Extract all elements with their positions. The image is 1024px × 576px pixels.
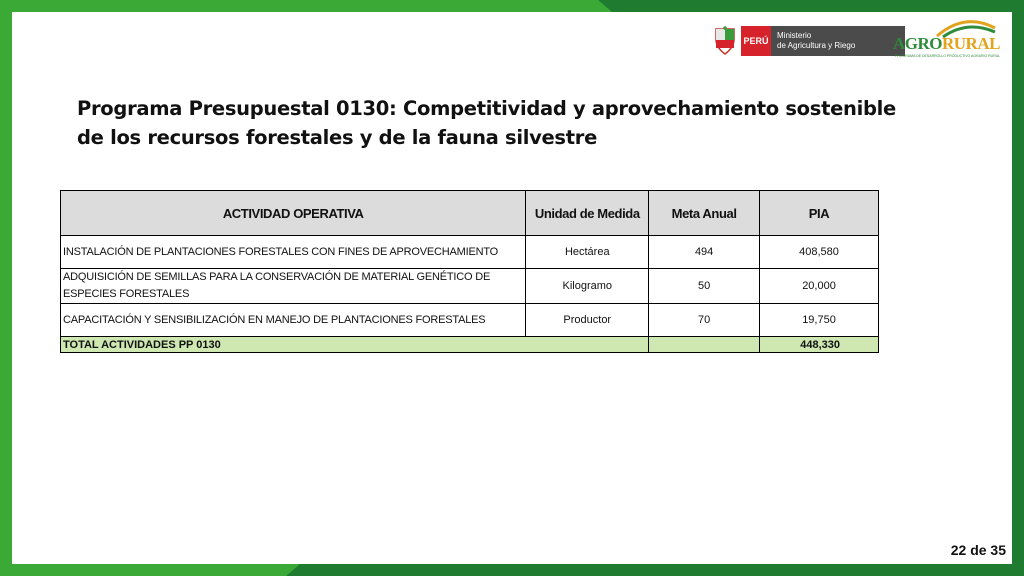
cell-actividad: INSTALACIÓN DE PLANTACIONES FORESTALES CON FINES DE APROVECHAMIENTO	[61, 236, 526, 269]
frame-right	[1012, 0, 1024, 576]
header-unidad: Unidad de Medida	[526, 191, 649, 236]
slide-title: Programa Presupuestal 0130: Competitividad y aprovechamiento sostenible de los recursos forestales y de la fauna silvestre	[77, 97, 896, 149]
frame-top-left	[0, 0, 612, 12]
table-total-row	[61, 337, 879, 353]
header-actividad: ACTIVIDAD OPERATIVA	[61, 191, 526, 236]
cell-meta: 70	[649, 304, 760, 337]
agrorural-word-rural: RURAL	[942, 34, 1000, 53]
cell-meta: 494	[649, 236, 760, 269]
ministry-line2: de Agricultura y Riego	[777, 41, 856, 50]
budget-table	[60, 190, 879, 353]
ministry-line1: Ministerio	[777, 31, 812, 40]
cell-meta: 50	[649, 269, 760, 304]
ministry-name	[771, 26, 905, 56]
agrorural-word-agro: AGRO	[893, 34, 942, 53]
header-meta: Meta Anual	[649, 191, 760, 236]
cell-unidad: Productor	[526, 304, 649, 337]
table-row	[61, 304, 879, 337]
cell-unidad: Kilogramo	[526, 269, 649, 304]
total-pia: 448,330	[760, 337, 879, 353]
cell-pia: 19,750	[760, 304, 879, 337]
coat-of-arms-icon	[713, 26, 737, 56]
table-row	[61, 236, 879, 269]
cell-pia: 408,580	[760, 236, 879, 269]
ministry-logo	[713, 26, 905, 56]
frame-bottom-right	[300, 564, 1024, 576]
page-number: 22 de 35	[950, 542, 1006, 558]
total-meta-empty	[649, 337, 760, 353]
table-header-row	[61, 191, 879, 236]
header-pia: PIA	[760, 191, 879, 236]
cell-actividad: CAPACITACIÓN Y SENSIBILIZACIÓN EN MANEJO DE PLANTACIONES FORESTALES	[61, 304, 526, 337]
peru-badge: PERÚ	[741, 26, 771, 56]
frame-left	[0, 0, 12, 576]
table-row	[61, 269, 879, 304]
frame-bottom-left	[0, 564, 300, 576]
agrorural-tagline: PROGRAMA DE DESARROLLO PRODUCTIVO AGRARIO RURAL	[895, 54, 1001, 58]
cell-unidad: Hectárea	[526, 236, 649, 269]
total-label: TOTAL ACTIVIDADES PP 0130	[61, 337, 649, 353]
frame-top-right	[612, 0, 1024, 12]
agrorural-wordmark	[893, 34, 1000, 54]
agrorural-logo	[893, 18, 1001, 62]
cell-actividad: ADQUISICIÓN DE SEMILLAS PARA LA CONSERVACIÓN DE MATERIAL GENÉTICO DE ESPECIES FORESTALES	[61, 269, 526, 304]
cell-pia: 20,000	[760, 269, 879, 304]
